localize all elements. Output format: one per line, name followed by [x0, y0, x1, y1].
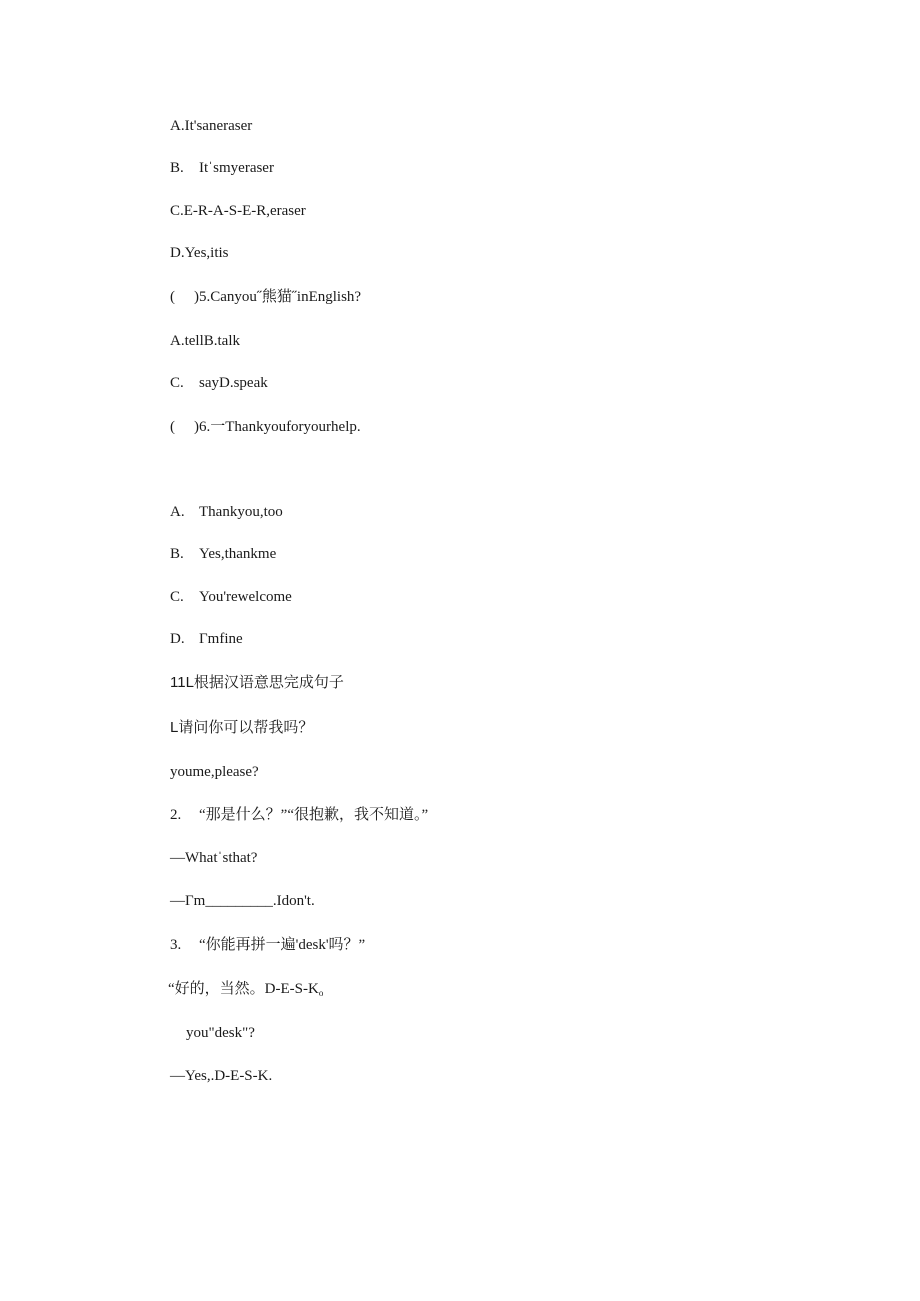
q6-option-b [170, 545, 276, 563]
question-6 [170, 418, 361, 436]
sentence-2-english-2: —Γm_________.Idon't. [170, 893, 315, 909]
sentence-text: “那是什么？”“很抱歉，我不知道。” [199, 807, 429, 823]
sentence-3-chinese-reply [168, 980, 323, 1002]
q6-option-d [170, 630, 243, 648]
sentence-3-english-2: —Yes,.D-E-S-K. [170, 1068, 273, 1084]
option-label: D. [170, 631, 185, 647]
q5-options-cd [170, 374, 268, 392]
option-text: sayD.speak [199, 375, 268, 391]
option-label: A. [170, 504, 185, 520]
q6-option-a [170, 503, 283, 521]
question-text: )6.一Thankyouforyourhelp. [194, 419, 361, 435]
option-label: C. [170, 589, 184, 605]
option-label: C. [170, 375, 184, 391]
option-text: Itˈsmyeraser [199, 160, 274, 176]
q5-options-ab: A.tellB.talk [170, 333, 240, 349]
sentence-text: “你能再拼一遍'desk'吗？” [199, 937, 366, 953]
sentence-3-chinese [170, 936, 365, 954]
answer-blank-paren: ( [170, 419, 175, 435]
question-text: )5.Canyou˝熊猫˝inEnglish? [194, 289, 362, 305]
item-number: 2. [170, 807, 182, 823]
reply-subscript: o [318, 988, 324, 998]
item-number: 3. [170, 937, 182, 953]
option-text: Thankyou,too [199, 504, 283, 520]
question-5 [170, 288, 361, 306]
option-label: B. [170, 546, 184, 562]
option-label: B. [170, 160, 184, 176]
q6-option-c [170, 588, 292, 606]
option-b-line [170, 159, 274, 177]
option-c-line: C.E-R-A-S-E-R,eraser [170, 203, 306, 219]
sentence-3-english-1: you"desk"? [186, 1025, 255, 1041]
answer-blank-paren: ( [170, 289, 175, 305]
reply-text: “好的，当然。D-E-S-K [168, 981, 319, 997]
option-a-line: A.It'saneraser [170, 118, 253, 134]
option-d-line: D.Yes,itis [170, 245, 229, 261]
section-title: 11L根据汉语意思完成句子 [170, 674, 344, 691]
sentence-2-english-1: —Whatˈsthat? [170, 850, 258, 866]
sentence-1-english: youme,please? [170, 764, 259, 780]
sentence-2-chinese [170, 806, 428, 824]
option-text: Γmfine [199, 631, 243, 647]
sentence-1-chinese: L请问你可以帮我吗？ [170, 719, 314, 736]
option-text: Yes,thankme [199, 546, 277, 562]
option-text: You'rewelcome [199, 589, 292, 605]
